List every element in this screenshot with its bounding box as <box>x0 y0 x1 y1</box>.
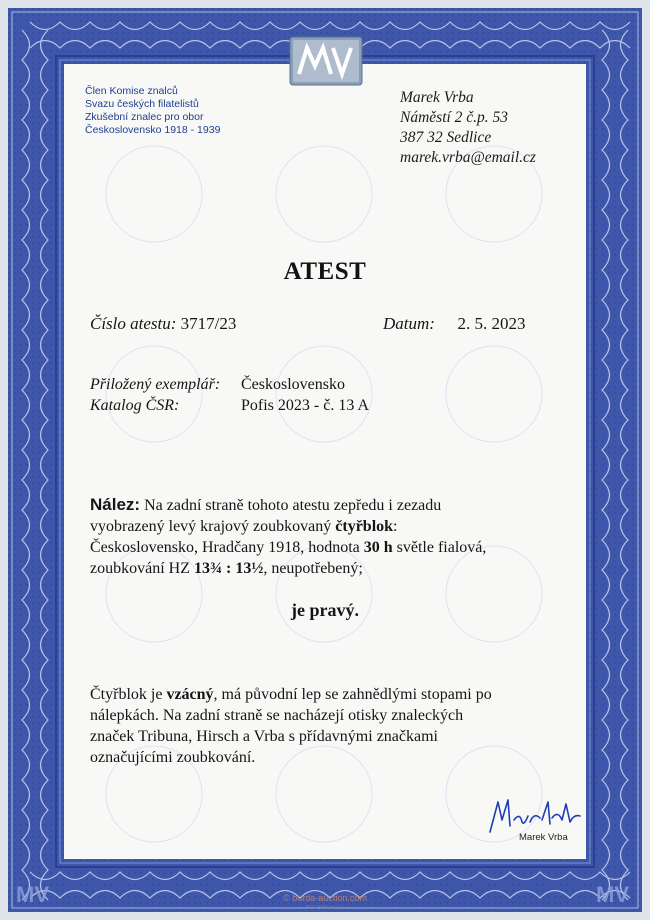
finding-text: Na zadní straně tohoto atestu zepředu i zezadu <box>140 497 442 514</box>
credential-line: Zkušební znalec pro obor <box>85 111 204 123</box>
issuer-city: 387 32 Sedlice <box>400 129 492 146</box>
certificate-date <box>383 314 525 334</box>
finding-bold: 13¾ : 13½ <box>193 560 264 577</box>
exemplar-label: Přiložený exemplář: <box>90 376 221 393</box>
finding-bold: čtyřblok <box>335 518 394 535</box>
document-title: ATEST <box>283 258 367 285</box>
finding-text: : <box>393 518 398 535</box>
note-text: Čtyřblok je <box>90 686 167 703</box>
svg-text:MV: MV <box>325 66 327 67</box>
finding-paragraph <box>90 494 560 579</box>
credential-line: Člen Komise znalců <box>85 85 178 97</box>
svg-text:MV: MV <box>596 882 629 907</box>
note-bold: vzácný <box>166 686 214 703</box>
note-line: označujícími zoubkování. <box>90 749 256 766</box>
finding-line <box>90 494 560 516</box>
finding-text: , neupotřebený; <box>263 560 363 577</box>
finding-bold: 30 h <box>363 539 393 556</box>
certificate-number-value: 3717/23 <box>180 314 237 333</box>
catalog-row <box>90 397 369 415</box>
issuer-name: Marek Vrba <box>400 89 474 106</box>
exemplar-row <box>90 376 345 394</box>
finding-line <box>90 558 560 579</box>
finding-text: Československo, Hradčany 1918, hodnota <box>90 539 364 556</box>
auction-watermark: © burda-auction.com <box>283 893 367 903</box>
signature-printed-name: Marek Vrba <box>519 832 568 843</box>
note-line: nálepkách. Na zadní straně se nacházejí otisky znaleckých <box>90 707 464 724</box>
date-value: 2. 5. 2023 <box>457 314 526 333</box>
note-paragraph <box>90 684 570 768</box>
issuer-credentials <box>85 85 220 137</box>
note-line <box>90 684 570 705</box>
issuer-address <box>400 88 536 168</box>
catalog-label: Katalog ČSR: <box>90 397 180 414</box>
note-line: značek Tribuna, Hirsch a Vrba s přídavnými značkami <box>90 728 438 745</box>
certificate-number-label: Číslo atestu: <box>90 314 177 333</box>
exemplar-value: Československo <box>241 376 345 393</box>
certificate-number <box>90 314 236 334</box>
mv-hologram-logo <box>289 36 363 86</box>
credential-line: Československo 1918 - 1939 <box>85 124 221 136</box>
finding-text: vyobrazený levý krajový zoubkovaný <box>90 518 336 535</box>
finding-text: zoubkování HZ <box>90 560 194 577</box>
credential-line: Svazu českých filatelistů <box>85 98 199 110</box>
verdict: je pravý. <box>291 600 359 620</box>
issuer-street: Náměstí 2 č.p. 53 <box>400 109 509 126</box>
date-label: Datum: <box>383 314 435 333</box>
finding-label: Nález: <box>90 495 141 514</box>
issuer-email: marek.vrba@email.cz <box>400 149 536 166</box>
printer-imprint: PTC Příbram a.s. <box>305 905 345 911</box>
note-text: , má původní lep se zahnědlými stopami po <box>213 686 492 703</box>
finding-text: světle fialová, <box>392 539 487 556</box>
svg-text:MV: MV <box>16 882 49 907</box>
finding-line <box>90 537 560 558</box>
catalog-value: Pofis 2023 - č. 13 A <box>241 397 369 414</box>
finding-line <box>90 516 560 537</box>
